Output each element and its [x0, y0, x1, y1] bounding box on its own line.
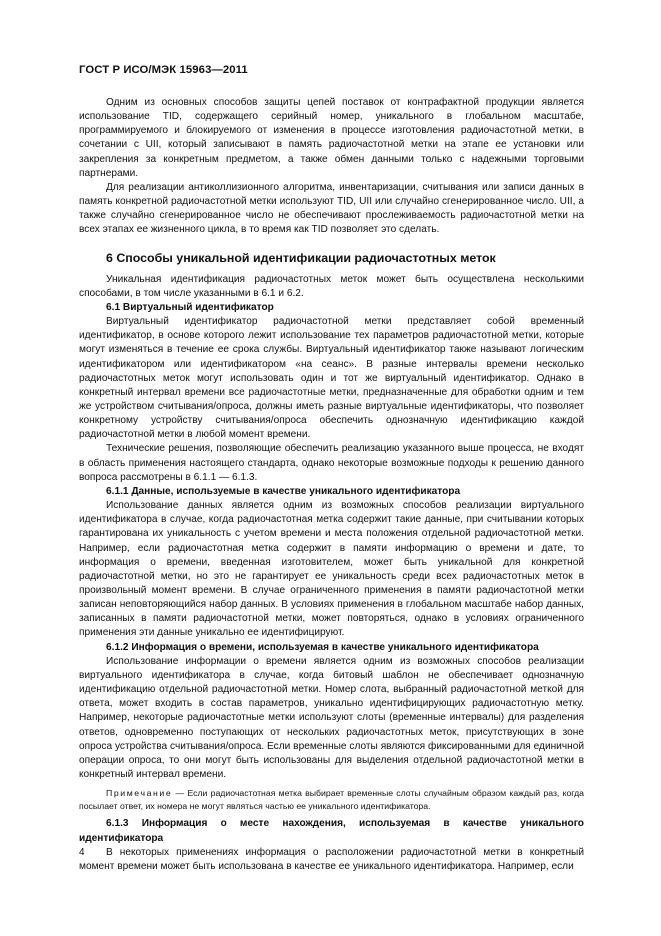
section-6-1-1-paragraph: Использование данных является одним из возможных способов реализации виртуального идентификатора в случае, когда радиочастотная метка содержит такие данные, при считывании которых гарантирована их уникальность с учетом времени и места положения отдельной радиочастотной метки. Например, если радиочастотная метка содержит в памяти информацию о времени и дате, то информация о времени, введенная изготовителем, может быть уникальной для конкретной радиочастотной метки, но это не гарантирует ее уникальность среди всех радиочастотных меток в произвольный момент времени. В случае ограниченного применения в памяти радиочастотной метки записан неповторяющийся набор данных. В условиях применения в глобальном масштабе набор данных, записанных в памяти радиочастотной метки, может повторяться, однако в условиях ограниченного применения эти данные уникально ее идентифицируют.: [79, 500, 584, 639]
page-number: 4: [79, 847, 85, 858]
intro-paragraph-2: Для реализации антиколлизионного алгоритма, инвентаризации, считывания или записи данных в память конкретной радиочастотной метки используют TID, UII или случайно сгенерированное число. UII, а также случайно сгенерированное число не обеспечивают прослеживаемость радиочастотной метки на всех этапах ее жизненного цикла, в то время как TID позволяет это сделать.: [79, 181, 584, 236]
section-6-heading: 6 Способы уникальной идентификации радиочастотных меток: [106, 250, 496, 265]
note-label: Примечание: [106, 788, 173, 799]
intro-paragraph-1: Одним из основных способов защиты цепей поставок от контрафактной продукции является использование TID, содержащего серийный номер, уникального в глобальном масштабе, программируемого и блокируемого от изменения в процессе изготовления радиочастотной метки, в сочетании с UII, который записывают в память радиочастотной метки на этапе ее установки или закрепления за конкретным предметом, а также обмен данными только с надежными торговыми партнерами.: [79, 97, 584, 179]
note-text: — Если радиочастотная метка выбирает временные слоты случайным образом каждый раз, когда посылает ответ, их номера не могут являться частью ее уникального идентификатора.: [79, 788, 584, 811]
standard-header: ГОСТ Р ИСО/МЭК 15963—2011: [79, 64, 248, 76]
section-6-1-2-paragraph: Использование информации о времени является одним из возможных способов реализации виртуального идентификатора в случае, когда битовый шаблон не обеспечивает однозначную идентификацию отдельной радиочастотной метки. Номер слота, выбранный радиочастотной меткой для ответа, может входить в состав параметров, уникально идентифицирующих радиочастотную метку. Например, некоторые радиочастотные метки используют слоты (временные интервалы) для разделения ответов, одновременно поступающих от нескольких радиочастотных меток, присутствующих в зоне опроса устройства считывания/опроса. Если временные слоты являются фиксированными для единичной операции опроса, то они могут быть использованы для выделения отдельной радиочастотной метки в конкретный интервал времени.: [79, 655, 584, 781]
section-6-1-3-paragraph: В некоторых применениях информация о расположении радиочастотной метки в конкретный момент времени может быть использована в качестве ее уникального идентификатора. Например, если: [79, 846, 584, 872]
note: [79, 787, 584, 812]
section-6-paragraph: Уникальная идентификация радиочастотных меток может быть осуществлена несколькими способами, в том числе указанными в 6.1 и 6.2.: [79, 273, 584, 299]
section-6-1-paragraph-2: Технические решения, позволяющие обеспечить реализацию указанного выше процесса, не входят в область применения настоящего стандарта, однако некоторые возможные подходы к решению данного вопроса рассмотрены в 6.1.1 — 6.1.3.: [79, 443, 584, 483]
section-6-1-3-heading: 6.1.3 Информация о месте нахождения, используемая в качестве уникального идентификатора: [79, 818, 584, 844]
section-6-1-heading: 6.1 Виртуальный идентификатор: [106, 301, 274, 313]
section-6-1-2-heading: 6.1.2 Информация о времени, используемая в качестве уникального идентификатора: [106, 641, 539, 653]
page-content: [79, 96, 584, 874]
section-6-1-1-heading: 6.1.1 Данные, используемые в качестве уникального идентификатора: [106, 485, 461, 497]
section-6-1-paragraph-1: Виртуальный идентификатор радиочастотной метки представляет собой временный идентификатор, в основе которого лежит использование тех параметров радиочастотной метки, которые могут изменяться в течение ее срока службы. Виртуальный идентификатор также называют логическим идентификатором или идентификатором «на сеанс». В разные интервалы времени несколько радиочастотных меток могут использовать один и тот же виртуальный идентификатор. Однако в конкретный интервал времени все радиочастотные метки, предназначенные для обработки одним и тем же устройством считывания/опроса, должны иметь разные виртуальные идентификаторы, что позволяет конкретному устройству считывания/опроса обеспечить однозначную идентификацию каждой радиочастотной метки в любой момент времени.: [79, 316, 584, 441]
